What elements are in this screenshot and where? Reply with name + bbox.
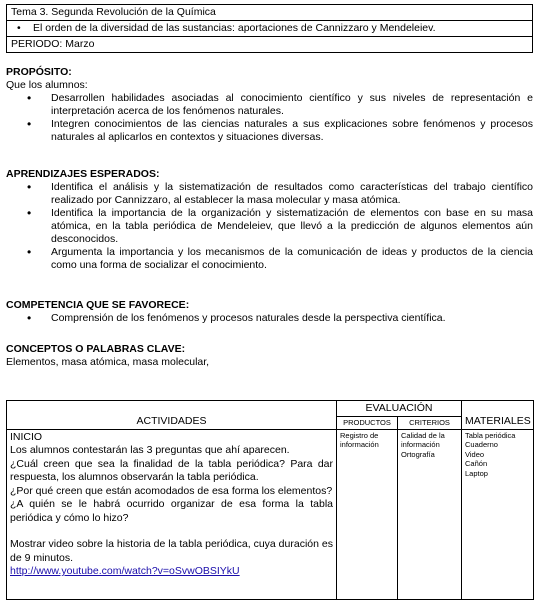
subtema-cell: [7, 21, 533, 37]
criterios-header: CRITERIOS: [398, 417, 462, 430]
proposito-heading: PROPÓSITO:: [6, 66, 72, 78]
video-link[interactable]: http://www.youtube.com/watch?v=oSvwOBSIYkU: [10, 565, 240, 577]
competencia-list: [6, 312, 533, 325]
proposito-list: [6, 92, 533, 144]
productos-header: PRODUCTOS: [337, 417, 398, 430]
activity-line: ¿Por qué creen que están acomodados de esa forma los elementos?: [10, 484, 333, 497]
list-item: • Argumenta la importancia y los mecanismos de la comunicación de ideas y productos de la ciencia como una forma de socializar el conocimiento.: [41, 246, 533, 272]
activities-table: [6, 400, 534, 600]
actividades-header: ACTIVIDADES: [7, 401, 337, 430]
competencia-section: [6, 299, 533, 325]
evaluacion-header: EVALUACIÓN: [337, 401, 462, 417]
productos-cell: [337, 429, 398, 599]
material-item: Laptop: [465, 468, 488, 478]
criterio-item: Calidad de la información: [401, 430, 445, 449]
materiales-header: MATERIALES: [462, 401, 534, 430]
activity-line: ¿A quién se le habrá ocurrido organizar de esa forma la tabla periódica y cómo lo hizo?: [10, 498, 333, 524]
proposito-intro: Que los alumnos:: [6, 79, 88, 91]
tema-cell: Tema 3. Segunda Revolución de la Química: [7, 5, 533, 21]
competencia-heading: COMPETENCIA QUE SE FAVORECE:: [6, 299, 190, 311]
material-item: Cañón: [465, 459, 488, 468]
aprendizajes-list: [6, 181, 533, 272]
list-item: • Desarrollen habilidades asociadas al conocimiento científico y sus niveles de representación e interpretación acerca de los fenómenos naturales.: [41, 92, 533, 118]
productos-text: Registro de información: [340, 430, 379, 449]
aprendizajes-section: [6, 168, 533, 272]
material-item: Video: [465, 449, 485, 459]
conceptos-text: Elementos, masa atómica, masa molecular,: [6, 356, 210, 368]
criterio-item: Ortografía: [401, 449, 435, 459]
actividades-cell: [7, 429, 337, 599]
periodo-cell: PERIODO: Marzo: [7, 37, 533, 53]
video-text: Mostrar video sobre la historia de la tabla periódica, cuya duración es de 9 minutos.: [10, 538, 333, 564]
proposito-section: [6, 66, 533, 144]
material-item: Cuaderno: [465, 440, 498, 449]
list-item: • Integren conocimientos de las ciencias naturales a sus explicaciones sobre fenómenos y procesos naturales al aplicarlos en contextos y situaciones diversas.: [41, 118, 533, 144]
header-table: [6, 4, 533, 53]
inicio-label: INICIO: [10, 430, 43, 443]
aprendizajes-heading: APRENDIZAJES ESPERADOS:: [6, 168, 160, 180]
conceptos-heading: CONCEPTOS O PALABRAS CLAVE:: [6, 343, 186, 355]
criterios-cell: [398, 429, 462, 599]
activity-line: Los alumnos contestarán las 3 preguntas que ahí aparecen.: [10, 444, 290, 456]
list-item: • Identifica el análisis y la sistematización de resultados como características del trabajo científico realizado por Cannizzaro, al establecer la masa molecular y masa atómica.: [41, 181, 533, 207]
list-item: • Identifica la importancia de la organización y sistematización de elementos con base en su masa atómica, en la tabla periódica de Mendeleiev, que llevó a la predicción de algunos elementos aún desconocidos.: [41, 207, 533, 246]
conceptos-section: [6, 343, 533, 369]
bullet-icon: •: [17, 22, 21, 34]
material-item: Tabla periódica: [465, 430, 516, 440]
list-item: • Comprensión de los fenómenos y procesos naturales desde la perspectiva científica.: [41, 312, 533, 325]
subtema-text: El orden de la diversidad de las sustancias: aportaciones de Cannizzaro y Mendeleiev.: [33, 22, 436, 34]
activity-line: ¿Cuál creen que sea la finalidad de la tabla periódica? Para dar respuesta, los alumnos observarán la tabla periódica.: [10, 457, 333, 483]
materiales-cell: [462, 429, 534, 599]
